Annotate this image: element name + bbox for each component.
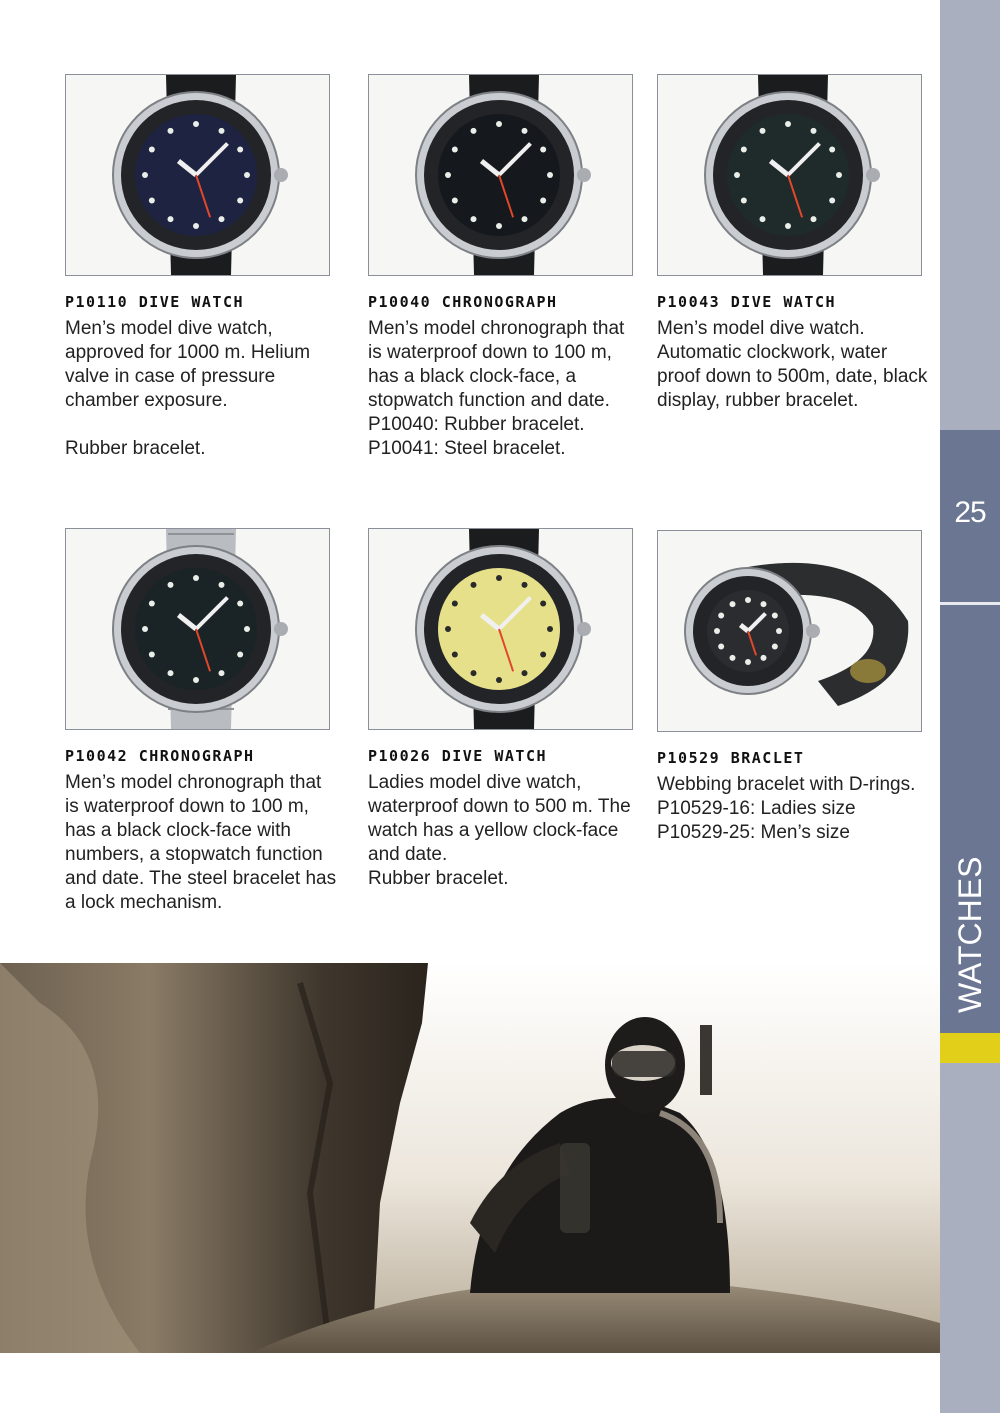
hour-marker — [522, 216, 528, 222]
description-line: P10529-25: Men’s size — [657, 822, 850, 843]
hour-marker — [836, 172, 842, 178]
hour-marker — [193, 677, 199, 683]
hour-marker — [471, 216, 477, 222]
hour-marker — [785, 121, 791, 127]
hour-marker — [452, 198, 458, 204]
hour-marker — [142, 626, 148, 632]
hour-marker — [785, 223, 791, 229]
hour-marker — [193, 575, 199, 581]
watch-crown — [577, 622, 591, 636]
hour-marker — [471, 582, 477, 588]
product-description — [657, 317, 932, 413]
product-card — [657, 74, 932, 413]
hour-marker — [761, 655, 767, 661]
hour-marker — [244, 626, 250, 632]
hour-marker — [452, 652, 458, 658]
description-line: Rubber bracelet. — [65, 438, 206, 459]
product-description — [368, 771, 643, 891]
hour-marker — [540, 147, 546, 153]
watch-crown — [806, 624, 820, 638]
description-line: Ladies model dive watch, waterproof down to 500 m. The watch has a yellow clock-face and date. — [368, 772, 631, 865]
hour-marker — [168, 128, 174, 134]
product-card — [65, 74, 340, 461]
hour-marker — [471, 670, 477, 676]
hour-marker — [760, 216, 766, 222]
watch-illustration — [658, 531, 921, 731]
hour-marker — [772, 613, 778, 619]
hour-marker — [496, 121, 502, 127]
hour-marker — [496, 223, 502, 229]
description-spacer — [65, 413, 340, 437]
hour-marker — [540, 652, 546, 658]
hour-marker — [219, 670, 225, 676]
description-line: Rubber bracelet. — [368, 868, 509, 889]
diver-photo — [0, 963, 940, 1353]
product-photo — [368, 528, 633, 730]
hour-marker — [522, 670, 528, 676]
hour-marker — [522, 582, 528, 588]
hour-marker — [237, 652, 243, 658]
product-photo — [368, 74, 633, 276]
hour-marker — [829, 198, 835, 204]
hour-marker — [760, 128, 766, 134]
hour-marker — [219, 216, 225, 222]
strap-logo — [850, 659, 886, 683]
product-description — [65, 317, 340, 461]
hour-marker — [168, 216, 174, 222]
hour-marker — [730, 655, 736, 661]
hour-marker — [219, 128, 225, 134]
hour-marker — [540, 198, 546, 204]
hour-marker — [471, 128, 477, 134]
hour-marker — [496, 575, 502, 581]
hour-marker — [237, 147, 243, 153]
watch-illustration — [369, 75, 632, 275]
product-description — [368, 317, 643, 461]
hour-marker — [829, 147, 835, 153]
hour-marker — [811, 128, 817, 134]
hour-marker — [745, 597, 751, 603]
hour-marker — [741, 198, 747, 204]
sidebar-top-band — [940, 0, 1000, 430]
watch-crown — [866, 168, 880, 182]
watch-crown — [274, 168, 288, 182]
hour-marker — [244, 172, 250, 178]
product-photo — [657, 530, 922, 732]
hour-marker — [445, 626, 451, 632]
hour-marker — [547, 626, 553, 632]
hour-marker — [811, 216, 817, 222]
hour-marker — [745, 659, 751, 665]
hour-marker — [718, 644, 724, 650]
hour-marker — [452, 601, 458, 607]
product-title: P10040 CHRONOGRAPH — [368, 293, 558, 311]
product-title: P10529 BRACLET — [657, 749, 805, 767]
product-photo — [65, 74, 330, 276]
product-title: P10042 CHRONOGRAPH — [65, 747, 255, 765]
hour-marker — [540, 601, 546, 607]
hour-marker — [149, 198, 155, 204]
product-photo — [65, 528, 330, 730]
hour-marker — [741, 147, 747, 153]
hour-marker — [714, 628, 720, 634]
watch-illustration — [658, 75, 921, 275]
hour-marker — [149, 652, 155, 658]
description-line: Men’s model chronograph that is waterproof down to 100 m, has a black clock-face, a stopwatch function and date. — [368, 318, 625, 411]
product-title: P10026 DIVE WATCH — [368, 747, 548, 765]
hour-marker — [193, 121, 199, 127]
description-line: P10529-16: Ladies size — [657, 798, 856, 819]
sidebar-bottom-band — [940, 1063, 1000, 1413]
description-line: Webbing bracelet with D-rings. — [657, 774, 916, 795]
sidebar-accent-bar — [940, 1033, 1000, 1063]
watch-illustration — [66, 529, 329, 729]
hour-marker — [237, 198, 243, 204]
hour-marker — [452, 147, 458, 153]
product-title: P10043 DIVE WATCH — [657, 293, 837, 311]
description-line: Men’s model chronograph that is waterproof down to 100 m, has a black clock-face with numbers, a stopwatch function and date. The steel bracelet has a lock mechanism. — [65, 772, 337, 913]
product-description — [65, 771, 340, 915]
product-title: P10110 DIVE WATCH — [65, 293, 245, 311]
hour-marker — [776, 628, 782, 634]
hour-marker — [761, 601, 767, 607]
page-number: 25 — [954, 496, 986, 529]
watch-illustration — [369, 529, 632, 729]
watch-crown — [577, 168, 591, 182]
description-line: Men’s model dive watch. Automatic clockwork, water proof down to 500m, date, black display, rubber bracelet. — [657, 318, 928, 411]
hour-marker — [149, 147, 155, 153]
hour-marker — [149, 601, 155, 607]
product-description — [657, 773, 932, 845]
hour-marker — [772, 644, 778, 650]
hour-marker — [547, 172, 553, 178]
watch-illustration — [66, 75, 329, 275]
hour-marker — [168, 582, 174, 588]
hour-marker — [193, 223, 199, 229]
description-line: Men’s model dive watch, approved for 1000 m. Helium valve in case of pressure chamber exposure. — [65, 318, 311, 411]
watch-crown — [274, 622, 288, 636]
section-label: WATCHES — [952, 856, 988, 1013]
hour-marker — [718, 613, 724, 619]
hour-marker — [168, 670, 174, 676]
diver-scene-illustration — [0, 963, 940, 1353]
product-card — [368, 74, 643, 461]
hour-marker — [445, 172, 451, 178]
product-photo — [657, 74, 922, 276]
hour-marker — [237, 601, 243, 607]
product-card — [65, 528, 340, 915]
section-sidebar — [940, 0, 1000, 1413]
description-line: P10041: Steel bracelet. — [368, 438, 566, 459]
hour-marker — [142, 172, 148, 178]
product-card — [368, 528, 643, 891]
product-card — [657, 530, 932, 845]
description-line: P10040: Rubber bracelet. — [368, 414, 585, 435]
hour-marker — [734, 172, 740, 178]
hour-marker — [730, 601, 736, 607]
hour-marker — [522, 128, 528, 134]
hour-marker — [219, 582, 225, 588]
hour-marker — [496, 677, 502, 683]
